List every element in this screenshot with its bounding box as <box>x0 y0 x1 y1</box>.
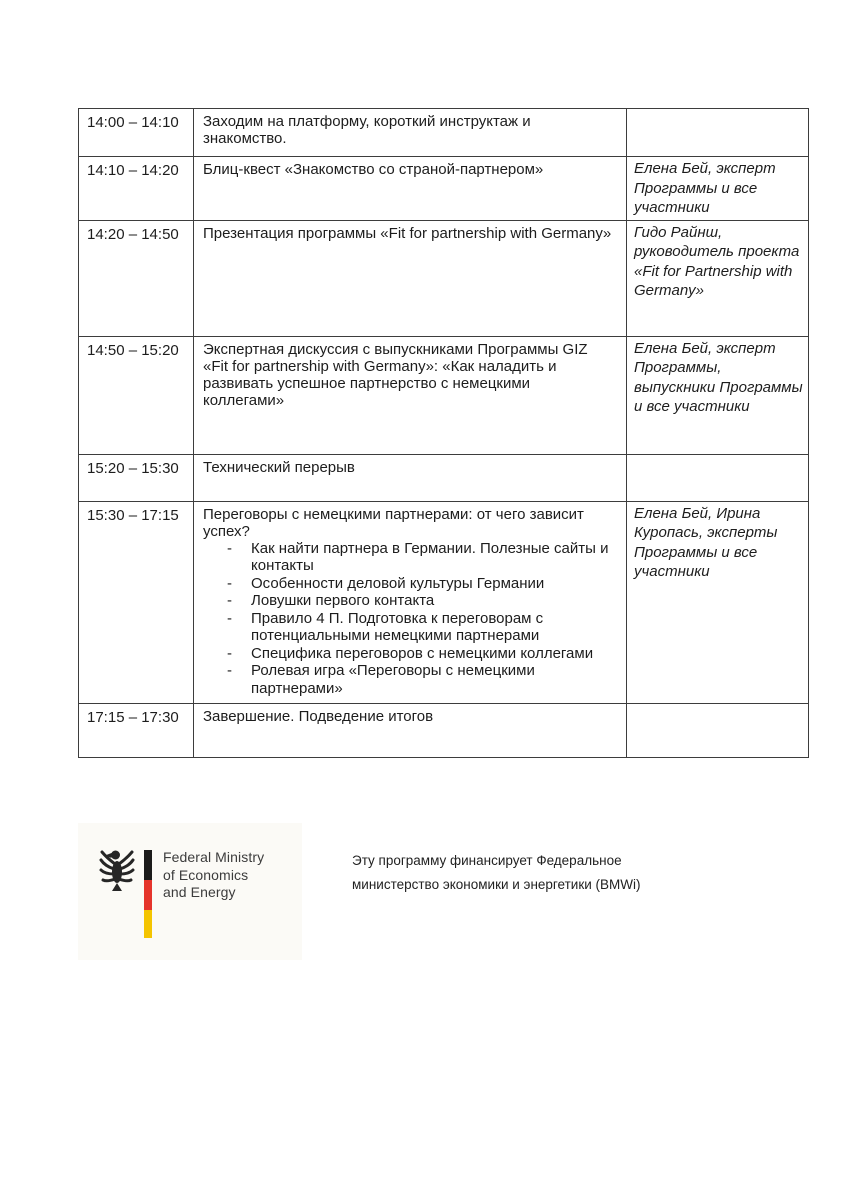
table-row <box>79 703 809 757</box>
bullet-item: - Ролевая игра «Переговоры с немецкими партнерами» <box>203 662 622 697</box>
bullet-item: - Особенности деловой культуры Германии <box>203 575 622 593</box>
bullet-item: - Правило 4 П. Подготовка к переговорам с потенциальными немецкими партнерами <box>203 610 622 645</box>
time-cell: 15:20 – 15:30 <box>79 454 194 501</box>
person-cell: Елена Бей, эксперт Программы и все участники <box>627 157 809 221</box>
table-row <box>79 220 809 336</box>
description-cell: Завершение. Подведение итогов <box>194 703 627 757</box>
flag-black <box>144 850 152 880</box>
ministry-logo <box>78 823 302 960</box>
agenda-table <box>78 108 809 758</box>
time-cell: 14:50 – 15:20 <box>79 336 194 454</box>
person-cell <box>627 109 809 157</box>
table-row <box>79 157 809 221</box>
bullet-item: - Ловушки первого контакта <box>203 592 622 610</box>
session-title: Переговоры с немецкими партнерами: от чего зависит успех? <box>203 505 584 540</box>
table-row <box>79 336 809 454</box>
table-row <box>79 501 809 703</box>
table-row <box>79 454 809 501</box>
bullet-item: - Специфика переговоров с немецкими коллегами <box>203 645 622 663</box>
ministry-name-line: Federal Ministry <box>163 849 265 865</box>
federal-eagle-icon <box>98 845 136 893</box>
person-cell <box>627 703 809 757</box>
table-row <box>79 109 809 157</box>
time-cell: 14:10 – 14:20 <box>79 157 194 221</box>
person-cell: Елена Бей, Ирина Куропась, эксперты Программы и все участники <box>627 501 809 703</box>
ministry-name-line: and Energy <box>163 884 236 900</box>
person-cell <box>627 454 809 501</box>
description-cell <box>194 501 627 703</box>
person-cell: Гидо Райнш, руководитель проекта «Fit for Partnership with Germany» <box>627 220 809 336</box>
time-cell: 14:20 – 14:50 <box>79 220 194 336</box>
german-flag-stripe <box>144 850 152 938</box>
flag-gold <box>144 910 152 938</box>
flag-red <box>144 880 152 910</box>
person-cell: Елена Бей, эксперт Программы, выпускники Программы и все участники <box>627 336 809 454</box>
description-cell: Заходим на платформу, короткий инструктаж и знакомство. <box>194 109 627 157</box>
bullet-item: - Как найти партнера в Германии. Полезные сайты и контакты <box>203 540 622 575</box>
time-cell: 15:30 – 17:15 <box>79 501 194 703</box>
description-cell: Презентация программы «Fit for partnership with Germany» <box>194 220 627 336</box>
time-cell: 17:15 – 17:30 <box>79 703 194 757</box>
description-cell: Технический перерыв <box>194 454 627 501</box>
funding-text: Эту программу финансирует Федеральное министерство экономики и энергетики (BMWi) <box>352 853 641 892</box>
description-cell: Блиц-квест «Знакомство со страной-партнером» <box>194 157 627 221</box>
description-cell: Экспертная дискуссия с выпускниками Программы GIZ «Fit for partnership with Germany»: «Как наладить и развивать успешное партнерство с немецкими коллегами» <box>194 336 627 454</box>
ministry-name <box>163 849 264 902</box>
time-cell: 14:00 – 14:10 <box>79 109 194 157</box>
ministry-name-line: of Economics <box>163 866 249 883</box>
bullet-list <box>203 540 622 698</box>
